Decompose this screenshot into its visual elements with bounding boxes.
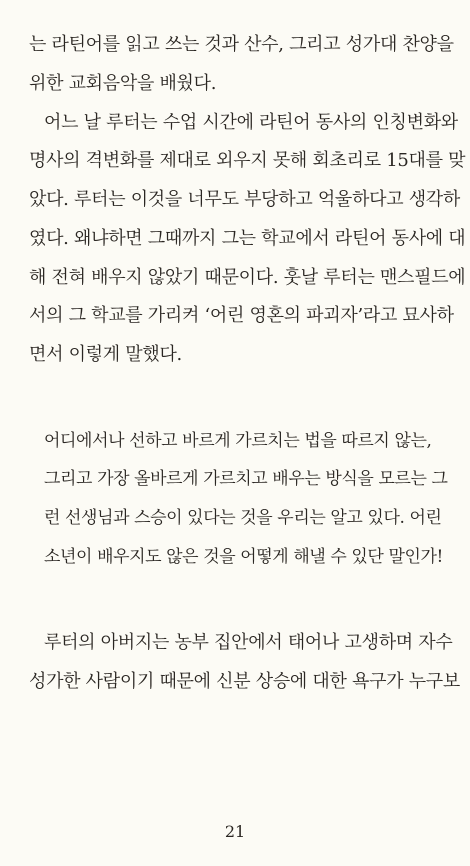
text-line: 았다. 루터는 이것을 너무도 부당하고 억울하다고 생각하	[29, 189, 460, 210]
text-line: 루터의 아버지는 농부 집안에서 태어나 고생하며 자수	[44, 632, 453, 653]
text-line: 서의 그 학교를 가리켜 ‘어린 영혼의 파괴자’라고 묘사하	[29, 305, 454, 326]
text-line: 면서 이렇게 말했다.	[29, 344, 182, 365]
quote-line: 그리고 가장 올바르게 가르치고 배우는 방식을 모르는 그	[44, 469, 448, 489]
text-line: 어느 날 루터는 수업 시간에 라틴어 동사의 인칭변화와	[44, 112, 458, 133]
text-line: 위한 교회음악을 배웠다.	[29, 73, 217, 94]
page-number: 21	[224, 822, 246, 841]
quote-line: 소년이 배우지도 않은 것을 어떻게 해낼 수 있단 말인가!	[44, 547, 443, 567]
text-line: 였다. 왜냐하면 그때까지 그는 학교에서 라틴어 동사에 대	[29, 228, 466, 249]
quote-line: 런 선생님과 스승이 있다는 것을 우리는 알고 있다. 어린	[44, 508, 442, 528]
text-line: 는 라틴어를 읽고 쓰는 것과 산수, 그리고 성가대 찬양을	[29, 34, 454, 55]
quote-line: 어디에서나 선하고 바르게 가르치는 법을 따르지 않는,	[44, 431, 432, 451]
text-line: 성가한 사람이기 때문에 신분 상승에 대한 욕구가 누구보	[29, 671, 460, 692]
text-line: 명사의 격변화를 제대로 외우지 못해 회초리로 15대를 맞	[29, 150, 466, 171]
text-line: 해 전혀 배우지 않았기 때문이다. 훗날 루터는 맨스필드에	[29, 267, 466, 288]
